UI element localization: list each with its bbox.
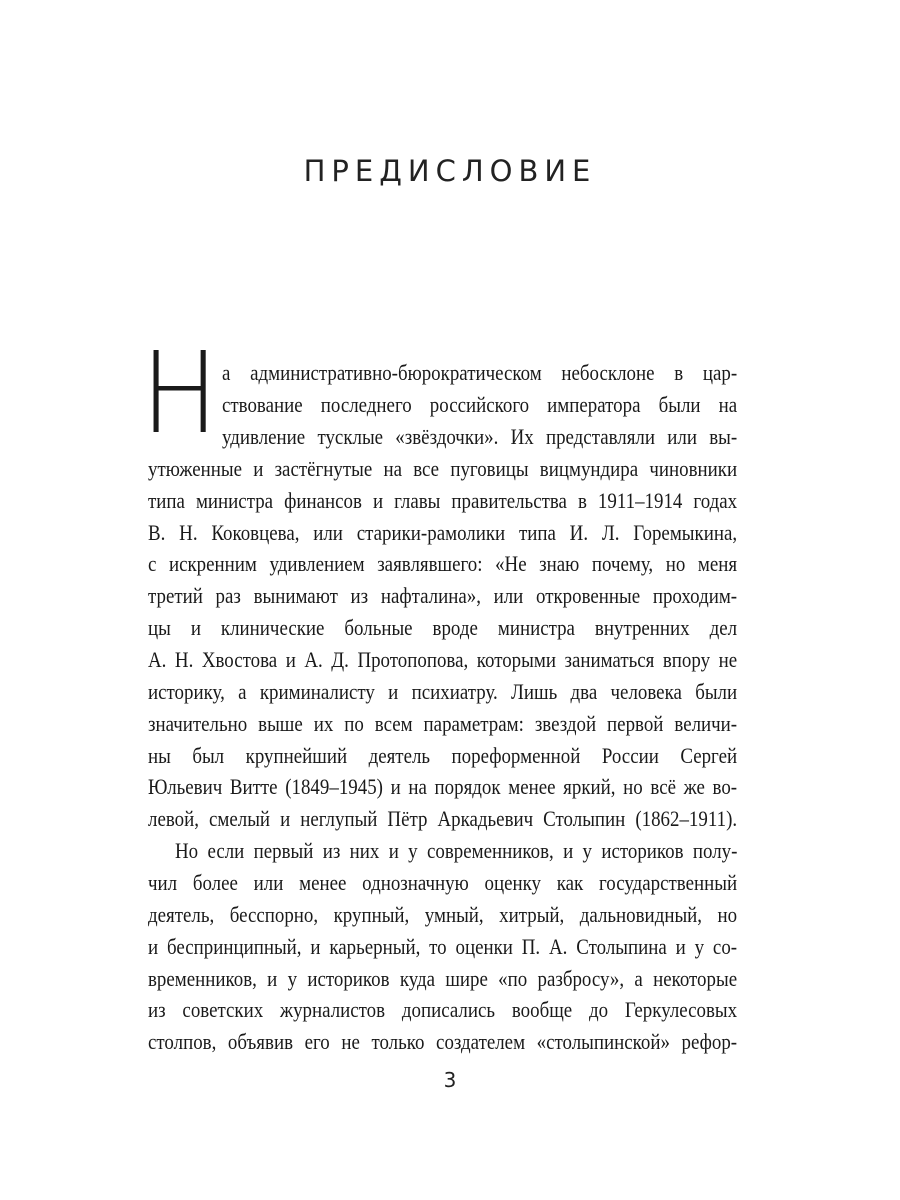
text-line <box>148 995 737 1025</box>
text-line-content: удивление тусклые «звёздочки». Их представляли или вы- <box>222 424 738 449</box>
text-line-content: утюженные и застёгнутые на все пуговицы вицмундира чиновники <box>148 456 738 481</box>
text-line <box>148 772 737 802</box>
text-line-content: с искренним удивлением заявлявшего: «Не знаю почему, но меня <box>148 551 738 576</box>
text-line <box>148 804 737 834</box>
text-line <box>148 932 737 962</box>
text-line-content: цы и клинические больные вроде министра внутренних дел <box>148 615 738 640</box>
text-line-content: временников, и у историков куда шире «по разбросу», а некоторые <box>148 966 738 991</box>
text-line <box>148 486 737 516</box>
text-line <box>148 613 737 643</box>
text-line-content: третий раз вынимают из нафталина», или откровенные проходим- <box>148 583 738 608</box>
text-line-content: А. Н. Хвостова и А. Д. Протопопова, которыми заниматься впору не <box>148 647 738 672</box>
text-line <box>148 741 737 771</box>
text-line <box>148 964 737 994</box>
text-line-content: ствование последнего российского императора были на <box>222 392 738 417</box>
page-number: 3 <box>443 1068 457 1092</box>
text-line <box>148 518 737 548</box>
text-line-content: типа министра финансов и главы правительства в 1911–1914 годах <box>148 488 738 513</box>
text-line-content: левой, смелый и неглупый Пётр Аркадьевич Столыпин (1862–1911). <box>148 806 738 831</box>
text-line-content: деятель, бесспорно, крупный, умный, хитрый, дальновидный, но <box>148 902 738 927</box>
text-line-content: историку, а криминалисту и психиатру. Лишь два человека были <box>148 679 738 704</box>
text-line <box>148 709 737 739</box>
text-line <box>222 390 737 420</box>
text-line <box>148 454 737 484</box>
text-line-content: Но если первый из них и у современников, и у историков полу- <box>175 838 738 863</box>
text-line <box>222 422 737 452</box>
chapter-title: ПРЕДИСЛОВИЕ <box>303 154 597 188</box>
text-line-content: значительно выше их по всем параметрам: звездой первой величи- <box>148 711 738 736</box>
text-line-content: В. Н. Коковцева, или старики-рамолики типа И. Л. Горемыкина, <box>148 520 738 545</box>
text-line-content: столпов, объявив его не только создателем «столыпинской» рефор- <box>148 1029 738 1054</box>
text-line <box>148 677 737 707</box>
text-line-content: а административно-бюрократическом небосклоне в цар- <box>222 360 738 385</box>
text-line <box>148 1027 737 1057</box>
text-line <box>222 358 737 388</box>
text-line <box>148 645 737 675</box>
text-line <box>148 549 737 579</box>
text-line-content: чил более или менее однозначную оценку как государственный <box>148 870 738 895</box>
text-line <box>148 581 737 611</box>
text-line <box>148 868 737 898</box>
drop-cap: Н <box>141 329 219 459</box>
text-line-content: Юльевич Витте (1849–1945) и на порядок менее яркий, но всё же во- <box>148 774 738 799</box>
text-line <box>148 900 737 930</box>
text-line-content: ны был крупнейший деятель пореформенной России Сергей <box>148 743 738 768</box>
text-line-content: из советских журналистов дописались вообще до Геркулесовых <box>148 997 738 1022</box>
text-line-content: и беспринципный, и карьерный, то оценки П. А. Столыпина и у со- <box>148 934 738 959</box>
text-line <box>175 836 737 866</box>
